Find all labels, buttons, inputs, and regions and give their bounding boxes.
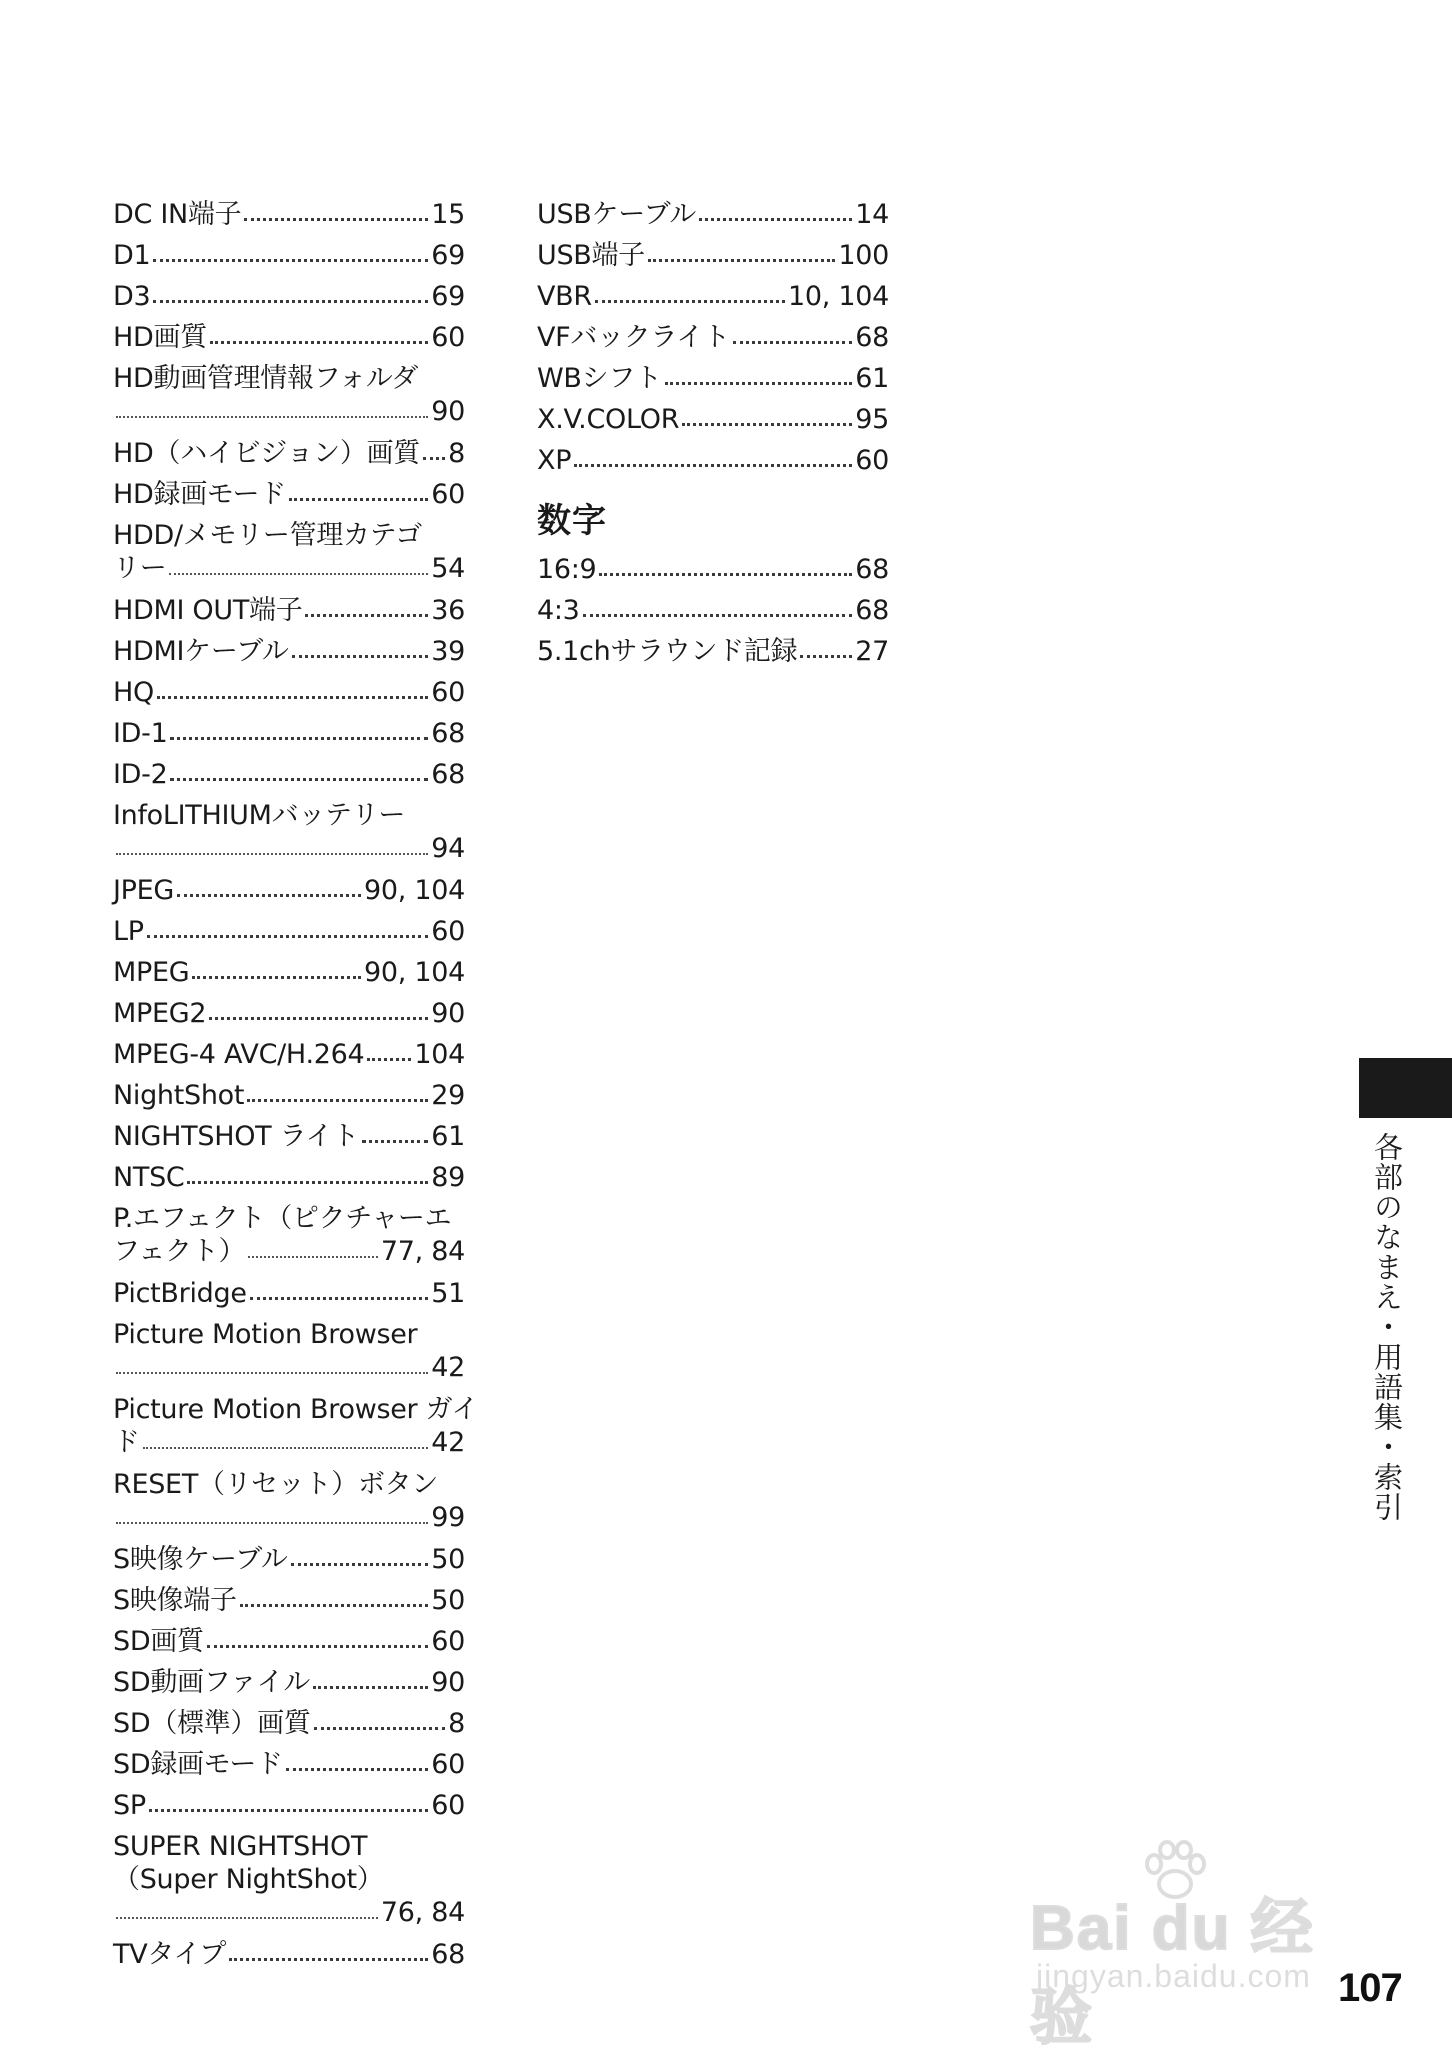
index-page-ref: 60	[431, 322, 465, 353]
index-entry-row	[113, 478, 465, 511]
dot-leader	[291, 1548, 429, 1568]
index-entry	[537, 635, 889, 668]
dot-leader	[247, 1084, 428, 1104]
index-entry-row	[113, 635, 465, 668]
index-page-ref: 8	[448, 438, 465, 469]
index-term: InfoLITHIUMバッテリー	[113, 800, 406, 831]
index-term: D3	[113, 281, 151, 312]
dot-leader	[292, 640, 429, 660]
index-page-ref: 76, 84	[380, 1897, 465, 1928]
dot-leader	[362, 1125, 428, 1145]
index-entry-row	[113, 1079, 465, 1112]
index-entry	[113, 635, 465, 668]
index-term: S映像端子	[113, 1585, 237, 1616]
index-page-ref: 69	[431, 240, 465, 271]
index-entry-row	[537, 239, 889, 272]
index-entry-row	[113, 1584, 465, 1617]
index-term: DC IN端子	[113, 199, 242, 230]
index-term: HD画質	[113, 322, 207, 353]
index-entry-row	[113, 956, 465, 989]
index-term: PictBridge	[113, 1278, 247, 1309]
dot-leader	[177, 879, 361, 899]
index-term: NIGHTSHOT ライト	[113, 1121, 359, 1152]
index-entry	[113, 1202, 465, 1268]
page-number: 107	[1338, 1966, 1402, 2010]
dot-leader	[116, 400, 428, 420]
index-page-ref: 60	[431, 1749, 465, 1780]
index-entry-row	[537, 198, 889, 231]
index-page-ref: 94	[431, 833, 465, 864]
index-entry	[113, 997, 465, 1030]
dot-leader	[170, 722, 428, 742]
index-page-ref: 60	[431, 916, 465, 947]
dot-leader	[116, 837, 428, 857]
index-entry	[113, 478, 465, 511]
index-entry	[537, 362, 889, 395]
index-entry	[537, 321, 889, 354]
index-page-ref: 68	[855, 322, 889, 353]
index-entry-row	[113, 676, 465, 709]
index-term: 5.1chサラウンド記録	[537, 636, 798, 667]
index-entry	[113, 1393, 479, 1459]
dot-leader	[595, 285, 785, 305]
index-page-ref: 29	[431, 1080, 465, 1111]
index-term: VBR	[537, 281, 592, 312]
index-entry	[537, 280, 889, 313]
index-entry-row	[113, 552, 465, 585]
watermark-url: jingyan.baidu.com	[1036, 1958, 1311, 1994]
dot-leader	[153, 285, 428, 305]
index-entry-row	[113, 1277, 465, 1310]
index-entry	[113, 717, 465, 750]
index-term: TVタイプ	[113, 1939, 227, 1970]
index-page-ref: 60	[431, 677, 465, 708]
index-entry-row	[537, 321, 889, 354]
dot-leader	[583, 599, 853, 619]
index-entry-row	[113, 198, 465, 231]
index-entry-row	[113, 239, 465, 272]
index-entry	[113, 1625, 465, 1658]
index-page-ref: 60	[431, 1626, 465, 1657]
index-term: USB端子	[537, 240, 645, 271]
index-entry	[113, 1666, 465, 1699]
index-page-ref: 27	[855, 636, 889, 667]
dot-leader	[116, 1901, 378, 1921]
dot-leader	[648, 244, 835, 264]
index-page-ref: 50	[431, 1544, 465, 1575]
index-entry	[113, 1938, 465, 1971]
index-entry-row	[113, 594, 465, 627]
dot-leader	[210, 326, 428, 346]
index-term: SD録画モード	[113, 1749, 283, 1780]
index-entry-row	[537, 553, 889, 586]
index-page-ref: 99	[431, 1502, 465, 1533]
index-page-ref: 36	[431, 595, 465, 626]
index-entry	[113, 594, 465, 627]
index-entry	[113, 1789, 465, 1822]
index-term: HD録画モード	[113, 479, 286, 510]
dot-leader	[157, 681, 428, 701]
index-page-ref: 68	[855, 595, 889, 626]
index-page-ref: 60	[855, 445, 889, 476]
index-entry	[113, 915, 465, 948]
index-entry	[113, 799, 465, 865]
index-page-ref: 104	[414, 1039, 465, 1070]
dot-leader	[169, 557, 428, 577]
dot-leader	[147, 920, 429, 940]
index-term: LP	[113, 916, 144, 947]
index-term: MPEG-4 AVC/H.264	[113, 1039, 365, 1070]
index-entry-row	[537, 594, 889, 627]
dot-leader	[289, 483, 428, 503]
index-page-ref: 61	[431, 1121, 465, 1152]
index-entry-row	[113, 395, 465, 428]
section-heading-numbers: 数字	[537, 501, 607, 541]
index-page-ref: 77, 84	[380, 1236, 465, 1267]
index-page-ref: 15	[431, 199, 465, 230]
index-term-continuation: ド	[113, 1427, 140, 1458]
dot-leader	[229, 1943, 428, 1963]
index-entry-row	[113, 1625, 465, 1658]
index-entry	[113, 1120, 465, 1153]
index-entry	[537, 594, 889, 627]
index-page-ref: 89	[431, 1162, 465, 1193]
index-column-right	[537, 198, 889, 676]
index-page-ref: 68	[431, 718, 465, 749]
index-entry	[113, 956, 465, 989]
index-entry-row	[537, 635, 889, 668]
index-entry-row	[113, 1707, 465, 1740]
index-entry	[113, 1707, 465, 1740]
index-page-ref: 90, 104	[364, 875, 465, 906]
index-page-ref: 68	[431, 1939, 465, 1970]
index-page-ref: 50	[431, 1585, 465, 1616]
index-page-ref: 69	[431, 281, 465, 312]
index-term: 16:9	[537, 554, 597, 585]
index-page-ref: 54	[431, 553, 465, 584]
index-term: P.エフェクト（ピクチャーエ	[113, 1203, 452, 1234]
dot-leader	[682, 408, 852, 428]
index-page-ref: 90	[431, 1667, 465, 1698]
dot-leader	[313, 1671, 428, 1691]
index-term: S映像ケーブル	[113, 1544, 288, 1575]
index-page-ref: 68	[431, 759, 465, 790]
index-term: SD画質	[113, 1626, 204, 1657]
index-entry-row	[113, 1426, 465, 1459]
watermark-logo-text: Bai du 经验	[1030, 1894, 1315, 2052]
index-page-ref: 42	[431, 1352, 465, 1383]
index-entry	[113, 362, 465, 428]
index-term: XP	[537, 445, 572, 476]
index-entry	[537, 198, 889, 231]
dot-leader	[143, 1431, 429, 1451]
dot-leader	[305, 599, 428, 619]
index-entry	[113, 1038, 465, 1071]
index-page-ref: 8	[448, 1708, 465, 1739]
index-term: MPEG2	[113, 998, 207, 1029]
index-term: WBシフト	[537, 363, 662, 394]
dot-leader	[153, 244, 428, 264]
index-entry	[113, 1543, 465, 1576]
index-term: ID-2	[113, 759, 168, 790]
index-entry-row	[113, 1789, 465, 1822]
index-term-continuation: フェクト）	[113, 1236, 246, 1267]
index-entry	[113, 1318, 465, 1384]
index-entry-row	[113, 717, 465, 750]
index-page-ref: 90, 104	[364, 957, 465, 988]
index-entry-row	[113, 280, 465, 313]
index-entry-row	[113, 1351, 465, 1384]
index-entry	[113, 280, 465, 313]
index-term: HDMI OUT端子	[113, 595, 303, 626]
index-term: HQ	[113, 677, 154, 708]
index-entry	[113, 1830, 465, 1929]
dot-leader	[286, 1753, 428, 1773]
index-term: HDD/メモリー管理カテゴ	[113, 520, 423, 551]
dot-leader	[423, 442, 445, 462]
index-entry-row	[113, 1501, 465, 1534]
dot-leader	[665, 367, 853, 387]
index-page-ref: 51	[431, 1278, 465, 1309]
index-entry	[113, 198, 465, 231]
index-page-ref: 90	[431, 998, 465, 1029]
dot-leader	[250, 1282, 429, 1302]
dot-leader	[170, 763, 428, 783]
index-entry-row	[113, 874, 465, 907]
dot-leader	[800, 640, 852, 660]
index-entry	[537, 239, 889, 272]
dot-leader	[187, 1166, 428, 1186]
index-page-ref: 39	[431, 636, 465, 667]
index-entry	[113, 1468, 465, 1534]
dot-leader	[116, 1506, 428, 1526]
index-entry	[113, 519, 465, 585]
index-entry-row	[113, 321, 465, 354]
index-entry	[537, 403, 889, 436]
index-page-ref: 95	[855, 404, 889, 435]
index-page-ref: 68	[855, 554, 889, 585]
index-entry-row	[113, 1938, 465, 1971]
index-entry-row	[113, 1038, 465, 1071]
index-term: SD（標準）画質	[113, 1708, 311, 1739]
index-term-continuation: リー	[113, 553, 167, 584]
index-term: JPEG	[113, 875, 175, 906]
section-side-label: 各部のなまえ・用語集・索引	[1370, 1132, 1404, 1522]
index-entry-row	[113, 1666, 465, 1699]
index-term: SP	[113, 1790, 146, 1821]
index-entry	[113, 437, 465, 470]
dot-leader	[244, 203, 428, 223]
index-page-ref: 61	[855, 363, 889, 394]
index-page-ref: 10, 104	[788, 281, 889, 312]
index-entry-row	[113, 832, 465, 865]
index-term: SUPER NIGHTSHOT	[113, 1831, 368, 1862]
index-entry	[113, 676, 465, 709]
index-column-left	[113, 198, 479, 1979]
index-term: SD動画ファイル	[113, 1667, 310, 1698]
index-term: NightShot	[113, 1080, 245, 1111]
index-entry-row	[113, 1748, 465, 1781]
index-entry	[537, 553, 889, 586]
dot-leader	[574, 449, 852, 469]
dot-leader	[192, 961, 361, 981]
index-entry-row	[113, 1120, 465, 1153]
dot-leader	[207, 1630, 429, 1650]
index-entry-row	[537, 280, 889, 313]
index-entry-row	[537, 403, 889, 436]
index-page-ref: 60	[431, 1790, 465, 1821]
dot-leader	[699, 203, 852, 223]
index-entry	[113, 1748, 465, 1781]
index-entry-row	[113, 1543, 465, 1576]
index-term-subtitle: （Super NightShot）	[113, 1864, 384, 1895]
dot-leader	[149, 1794, 428, 1814]
dot-leader	[116, 1356, 428, 1376]
index-entry-row	[537, 362, 889, 395]
index-term: RESET（リセット）ボタン	[113, 1469, 439, 1500]
dot-leader	[240, 1589, 429, 1609]
dot-leader	[209, 1002, 428, 1022]
index-term: Picture Motion Browser ガイ	[113, 1394, 479, 1425]
index-entry-row	[113, 915, 465, 948]
index-entry-row	[113, 1235, 465, 1268]
index-entry	[113, 1161, 465, 1194]
index-term: 4:3	[537, 595, 580, 626]
index-entry	[113, 758, 465, 791]
index-entry-row	[113, 1896, 465, 1929]
dot-leader	[733, 326, 852, 346]
dot-leader	[314, 1712, 446, 1732]
index-page-ref: 42	[431, 1427, 465, 1458]
index-entry	[113, 1584, 465, 1617]
index-entry-row	[113, 1161, 465, 1194]
dot-leader	[599, 558, 852, 578]
section-tab-marker	[1359, 1058, 1452, 1118]
dot-leader	[248, 1240, 378, 1260]
index-page-ref: 100	[838, 240, 889, 271]
index-entry-row	[113, 437, 465, 470]
dot-leader	[367, 1043, 411, 1063]
index-term: NTSC	[113, 1162, 185, 1193]
index-term: USBケーブル	[537, 199, 696, 230]
index-term: HD動画管理情報フォルダ	[113, 363, 419, 394]
baidu-watermark	[1030, 1840, 1360, 2052]
index-page-ref: 14	[855, 199, 889, 230]
index-term: ID-1	[113, 718, 168, 749]
index-entry-row	[537, 444, 889, 477]
index-term: HD（ハイビジョン）画質	[113, 438, 420, 469]
index-entry	[113, 239, 465, 272]
index-entry-row	[113, 997, 465, 1030]
index-entry	[113, 1079, 465, 1112]
index-entry-row	[113, 758, 465, 791]
index-page-ref: 60	[431, 479, 465, 510]
index-entry	[113, 1277, 465, 1310]
index-term: MPEG	[113, 957, 190, 988]
index-term: D1	[113, 240, 151, 271]
index-entry	[113, 874, 465, 907]
index-entry	[113, 321, 465, 354]
index-term: HDMIケーブル	[113, 636, 289, 667]
index-entry	[537, 444, 889, 477]
index-term: Picture Motion Browser	[113, 1319, 418, 1350]
index-term: X.V.COLOR	[537, 404, 680, 435]
index-term: VFバックライト	[537, 322, 730, 353]
index-page-ref: 90	[431, 396, 465, 427]
